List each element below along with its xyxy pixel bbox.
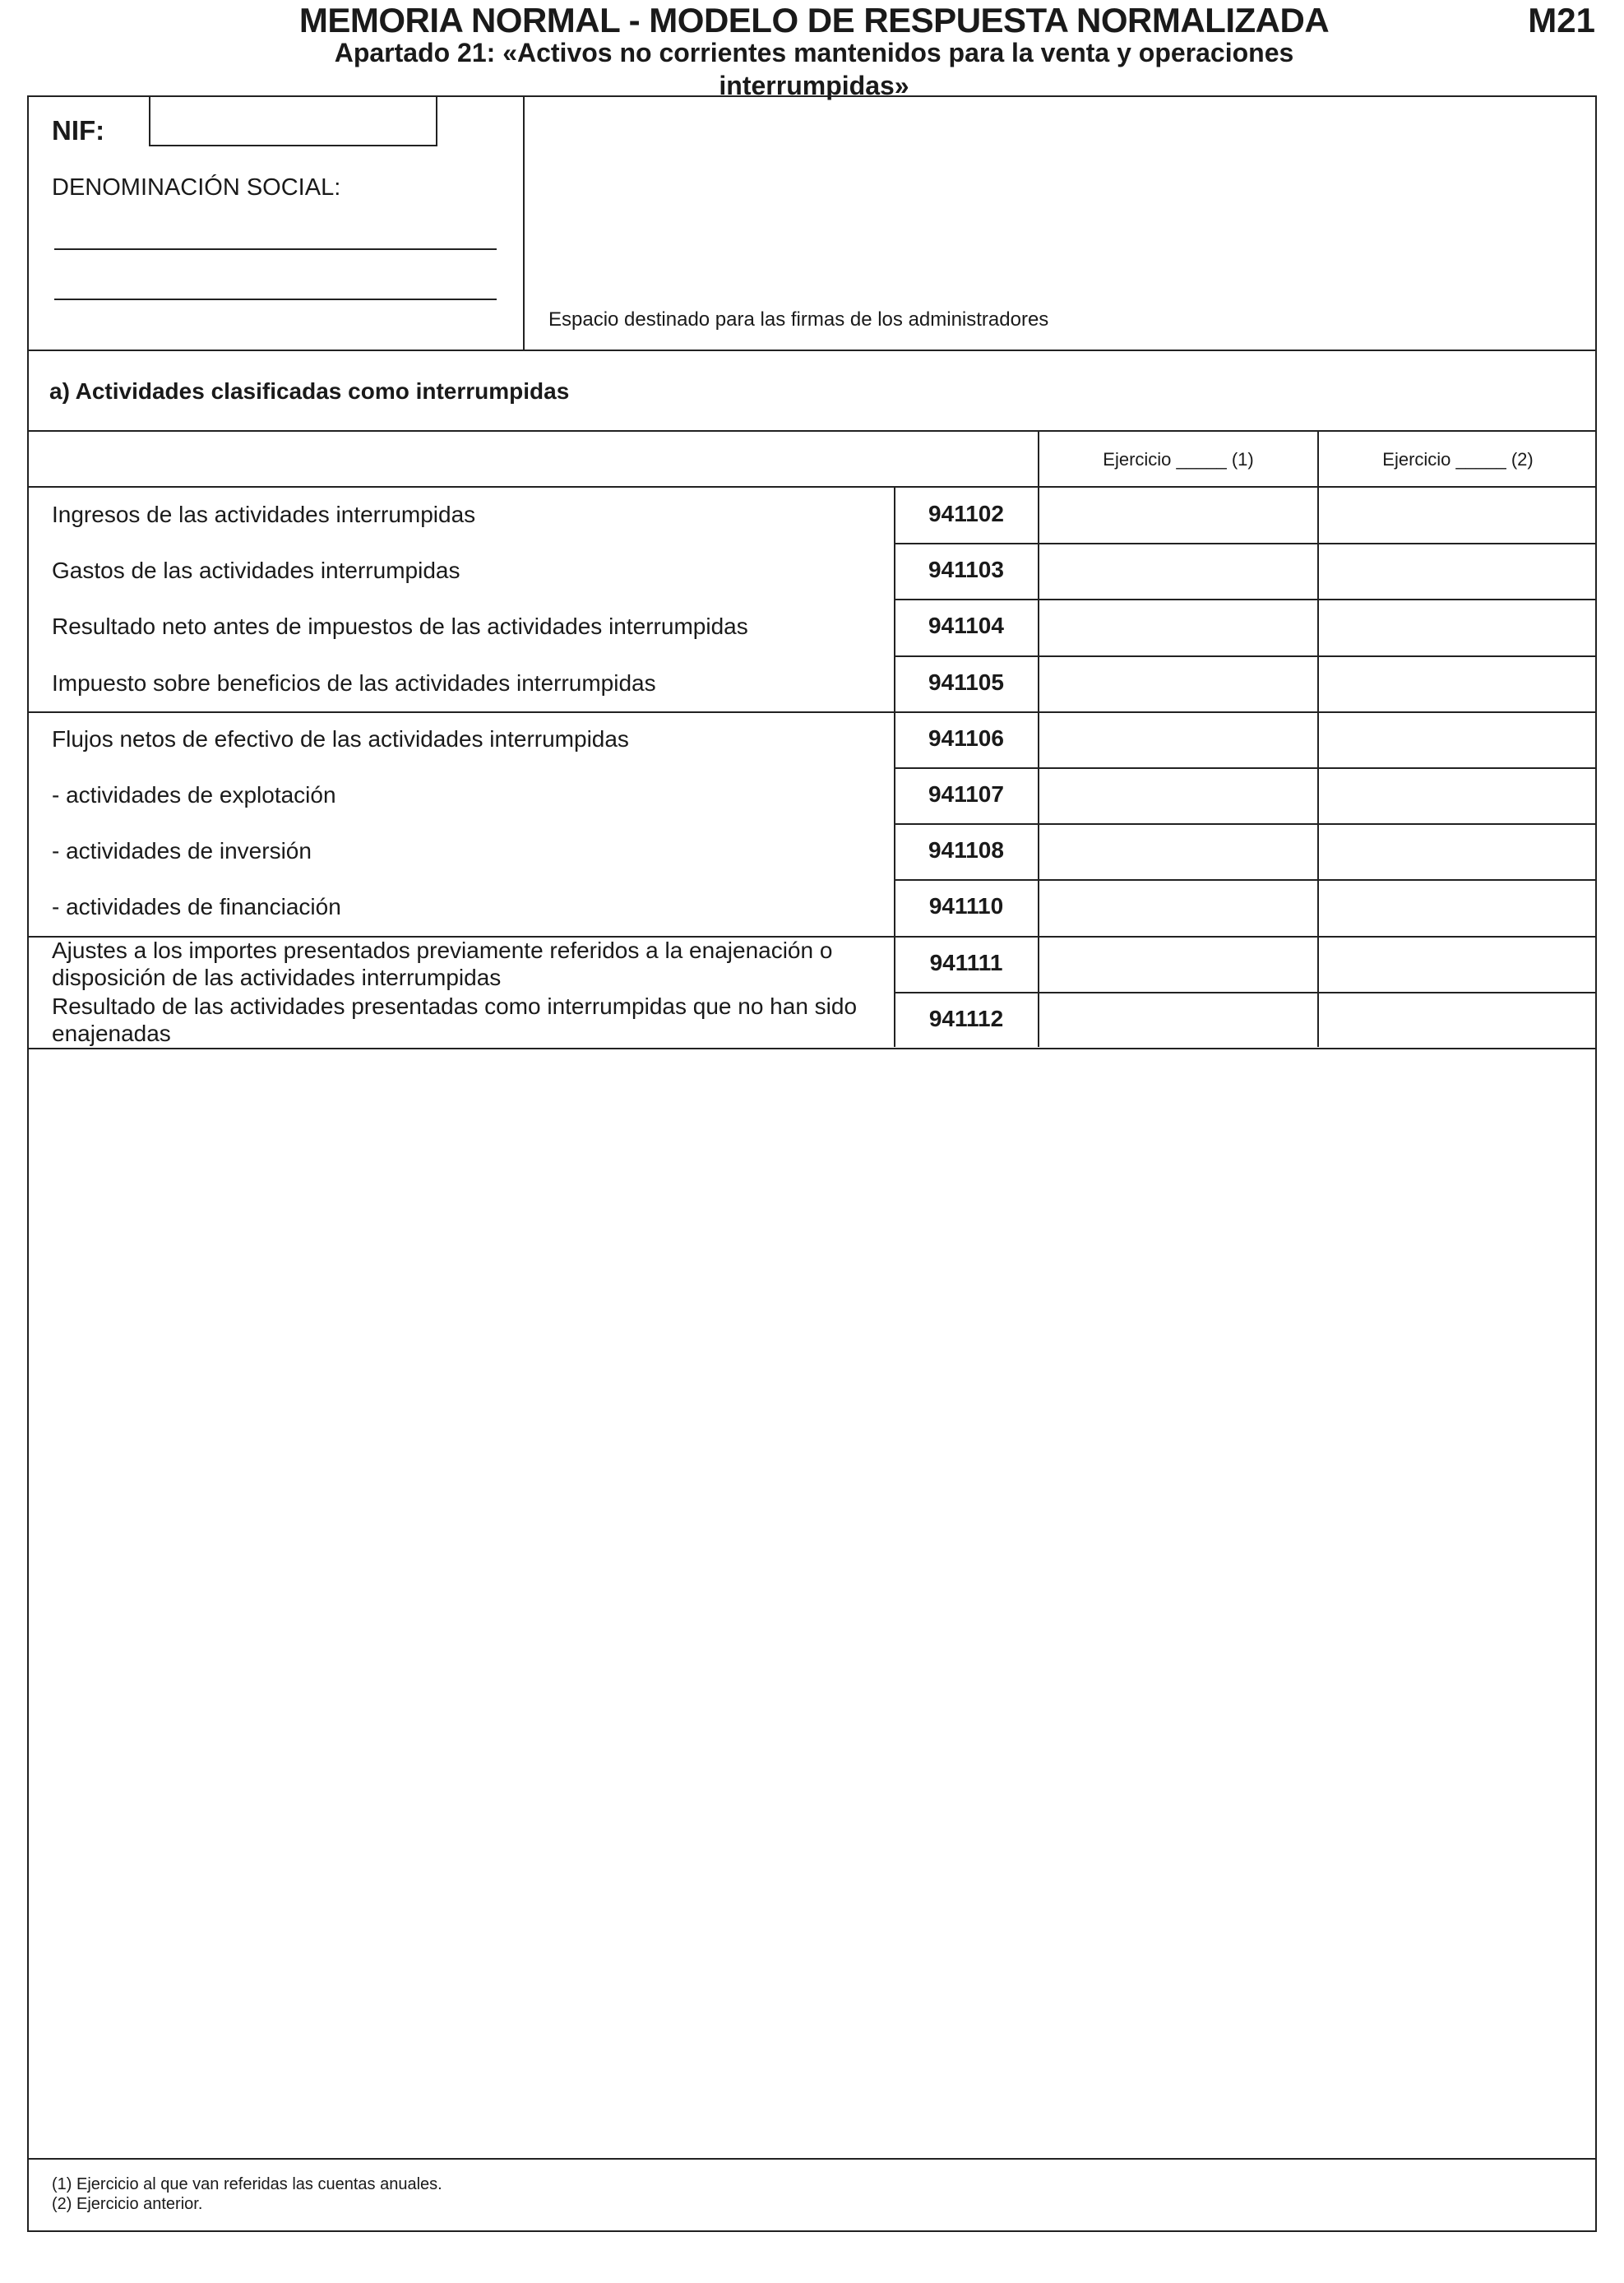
value-cell-ejercicio-1[interactable] [1041, 771, 1314, 820]
row-divider [894, 879, 1597, 881]
section-a-title: a) Actividades clasificadas como interrumpidas [49, 378, 570, 404]
id-divider [523, 95, 525, 350]
row-label: Ingresos de las actividades interrumpidas [52, 502, 476, 527]
column-header-ejercicio-1: Ejercicio _____ (1) [1103, 449, 1254, 470]
value-cell-ejercicio-1[interactable] [1041, 939, 1314, 989]
form-code: M21 [1528, 1, 1595, 39]
row-divider [27, 1048, 1597, 1049]
row-divider [894, 543, 1597, 544]
row-label: - actividades de financiación [52, 894, 341, 920]
value-cell-ejercicio-2[interactable] [1321, 771, 1594, 820]
row-divider [894, 599, 1597, 600]
nif-label: NIF: [52, 115, 105, 146]
value-cell-ejercicio-2[interactable] [1321, 882, 1594, 932]
value-cell-ejercicio-1[interactable] [1041, 715, 1314, 764]
row-divider [894, 823, 1597, 825]
footnote-1: (1) Ejercicio al que van referidas las cuentas anuales. [52, 2175, 442, 2193]
row-label: - actividades de inversión [52, 838, 312, 864]
row-code: 941110 [928, 893, 1004, 919]
value-cell-ejercicio-2[interactable] [1321, 715, 1594, 764]
value-cell-ejercicio-1[interactable] [1041, 659, 1314, 708]
value-cell-ejercicio-1[interactable] [1041, 882, 1314, 932]
row-divider [894, 992, 1597, 993]
value-cell-ejercicio-2[interactable] [1321, 602, 1594, 651]
value-cell-ejercicio-2[interactable] [1321, 546, 1594, 595]
row-label: Impuesto sobre beneficios de las actividades interrumpidas [52, 669, 656, 696]
col-divider-code [1038, 430, 1039, 1047]
row-label: Resultado de las actividades presentadas como interrumpidas que no han sido enajenadas [52, 993, 858, 1046]
value-cell-ejercicio-1[interactable] [1041, 490, 1314, 539]
row-label: Ajustes a los importes presentados previamente referidos a la enajenación o disposición de las actividades interrumpidas [52, 937, 833, 990]
form-subtitle: Apartado 21: «Activos no corrientes mantenidos para la venta y operaciones interrumpidas» [334, 38, 1294, 100]
form-title: MEMORIA NORMAL - MODELO DE RESPUESTA NORMALIZADA [298, 1, 1330, 39]
value-cell-ejercicio-2[interactable] [1321, 995, 1594, 1044]
denominacion-label: DENOMINACIÓN SOCIAL: [52, 174, 341, 201]
value-cell-ejercicio-1[interactable] [1041, 827, 1314, 876]
row-label: - actividades de explotación [52, 782, 336, 808]
row-label: Gastos de las actividades interrumpidas [52, 558, 460, 584]
value-cell-ejercicio-1[interactable] [1041, 995, 1314, 1044]
row-label: Resultado neto antes de impuestos de las actividades interrumpidas [52, 614, 748, 640]
value-cell-ejercicio-1[interactable] [1041, 546, 1314, 595]
denominacion-line-1[interactable] [54, 248, 497, 250]
row-divider [27, 711, 1597, 713]
row-divider [894, 767, 1597, 769]
row-code: 941103 [928, 557, 1004, 583]
form-frame [27, 95, 1597, 2232]
divider [27, 430, 1597, 432]
row-code: 941105 [928, 669, 1004, 695]
value-cell-ejercicio-2[interactable] [1321, 827, 1594, 876]
row-divider [894, 655, 1597, 657]
value-cell-ejercicio-2[interactable] [1321, 490, 1594, 539]
value-cell-ejercicio-1[interactable] [1041, 602, 1314, 651]
row-code: 941111 [929, 949, 1003, 975]
value-cell-ejercicio-2[interactable] [1321, 659, 1594, 708]
row-code: 941102 [928, 501, 1004, 526]
divider [27, 486, 1597, 488]
column-header-ejercicio-2: Ejercicio _____ (2) [1382, 449, 1534, 470]
row-label: Flujos netos de efectivo de las actividades interrumpidas [52, 725, 629, 752]
row-code: 941104 [928, 613, 1004, 639]
col-divider-ej2 [1317, 430, 1319, 1047]
denominacion-line-2[interactable] [54, 299, 497, 300]
row-code: 941112 [928, 1005, 1004, 1031]
row-code: 941108 [928, 837, 1004, 864]
nif-input[interactable] [149, 95, 437, 146]
footnote-2: (2) Ejercicio anterior. [52, 2195, 203, 2213]
divider [27, 350, 1597, 351]
row-code: 941106 [928, 725, 1004, 751]
firmas-area-label: Espacio destinado para las firmas de los administradores [548, 308, 1049, 331]
divider [27, 2158, 1597, 2160]
row-code: 941107 [928, 781, 1004, 807]
signature-area[interactable] [526, 99, 1594, 345]
value-cell-ejercicio-2[interactable] [1321, 939, 1594, 989]
